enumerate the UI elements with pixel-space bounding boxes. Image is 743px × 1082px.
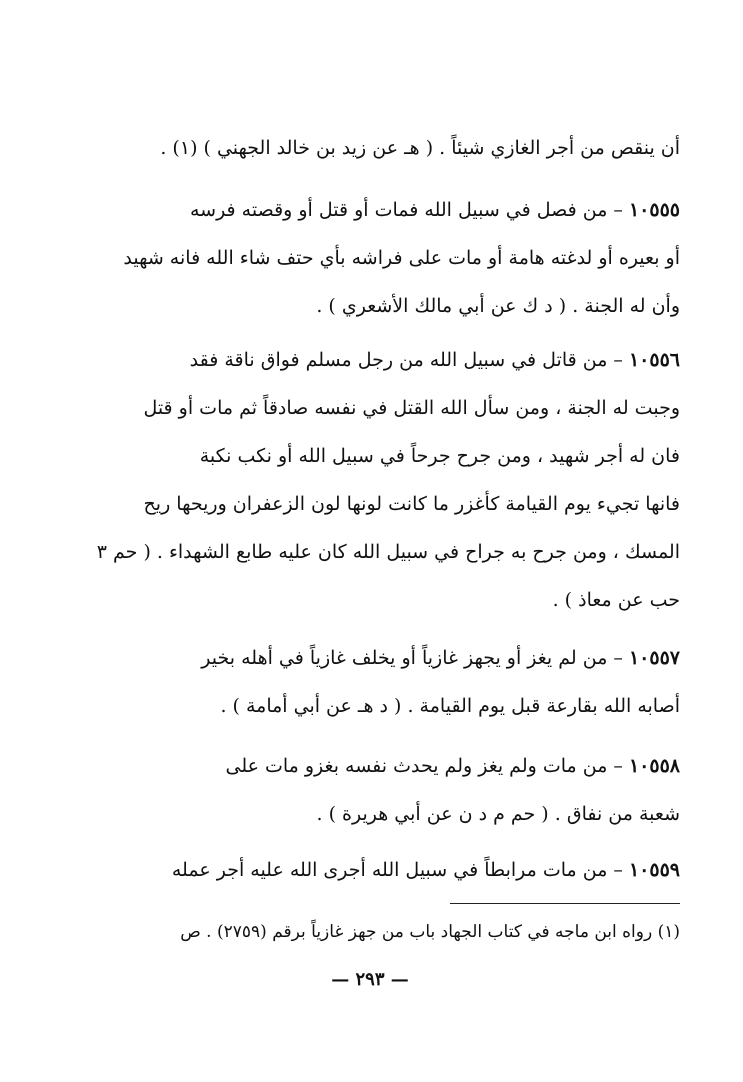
- text-line: أن ينقص من أجر الغازي شيئاً . ( هـ عن زيد بن خالد الجهني ) (١) .: [160, 137, 680, 159]
- text-line: حب عن معاذ ) .: [552, 589, 680, 611]
- text-line-first: [70, 634, 680, 682]
- text-line: شعبة من نفاق . ( حم م د ن عن أبي هريرة ) .: [316, 803, 680, 825]
- text-line: أصابه الله بقارعة قبل يوم القيامة . ( د هـ عن أبي أمامة ) .: [220, 695, 680, 717]
- hadith-number: ١٠٥٥٩: [628, 859, 680, 881]
- hadith-number: ١٠٥٥٨: [628, 755, 680, 777]
- hadith-10557: [70, 634, 680, 730]
- hadith-10556: [70, 336, 680, 624]
- text-line: – من مات ولم يغز ولم يحدث نفسه بغزو مات على: [225, 755, 623, 777]
- hadith-number: ١٠٥٥٥: [628, 199, 680, 221]
- page-number: — ٢٩٣ —: [331, 969, 409, 990]
- text-line: فانها تجيء يوم القيامة كأغزر ما كانت لونها لون الزعفران وريحها ريح: [143, 493, 680, 515]
- text-line-first: [70, 846, 680, 894]
- text-line-first: [70, 742, 680, 790]
- footnote-divider: [450, 903, 680, 904]
- text-line-first: [70, 336, 680, 384]
- text-line: – من مات مرابطاً في سبيل الله أجرى الله عليه أجر عمله: [171, 859, 623, 881]
- text-line: وجبت له الجنة ، ومن سأل الله القتل في نفسه صادقاً ثم مات أو قتل: [143, 397, 680, 419]
- text-line: وأن له الجنة . ( د ك عن أبي مالك الأشعري ) .: [316, 295, 680, 317]
- hadith-number: ١٠٥٥٧: [628, 647, 680, 669]
- text-line: فان له أجر شهيد ، ومن جرح جرحاً في سبيل الله أو نكب نكبة: [199, 445, 680, 467]
- text-line: – من فصل في سبيل الله فمات أو قتل أو وقصته فرسه: [189, 199, 623, 221]
- footnote: (١) رواه ابن ماجه في كتاب الجهاد باب من جهز غازياً برقم (٢٧٥٩) . ص: [180, 922, 680, 942]
- hadith-10555: [70, 186, 680, 330]
- text-line: أو بعيره أو لدغته هامة أو مات على فراشه بأي حتف شاء الله فانه شهيد: [123, 247, 680, 269]
- hadith-number: ١٠٥٥٦: [628, 349, 680, 371]
- paragraph-continuation: [70, 124, 680, 172]
- text-line: – من لم يغز أو يجهز غازياً أو يخلف غازياً في أهله بخير: [201, 647, 623, 669]
- hadith-10558: [70, 742, 680, 838]
- hadith-10559: [70, 846, 680, 894]
- text-line: المسك ، ومن جرح به جراح في سبيل الله كان عليه طابع الشهداء . ( حم ٣: [96, 541, 680, 563]
- text-line-first: [70, 186, 680, 234]
- text-line: – من قاتل في سبيل الله من رجل مسلم فواق ناقة فقد: [189, 349, 623, 371]
